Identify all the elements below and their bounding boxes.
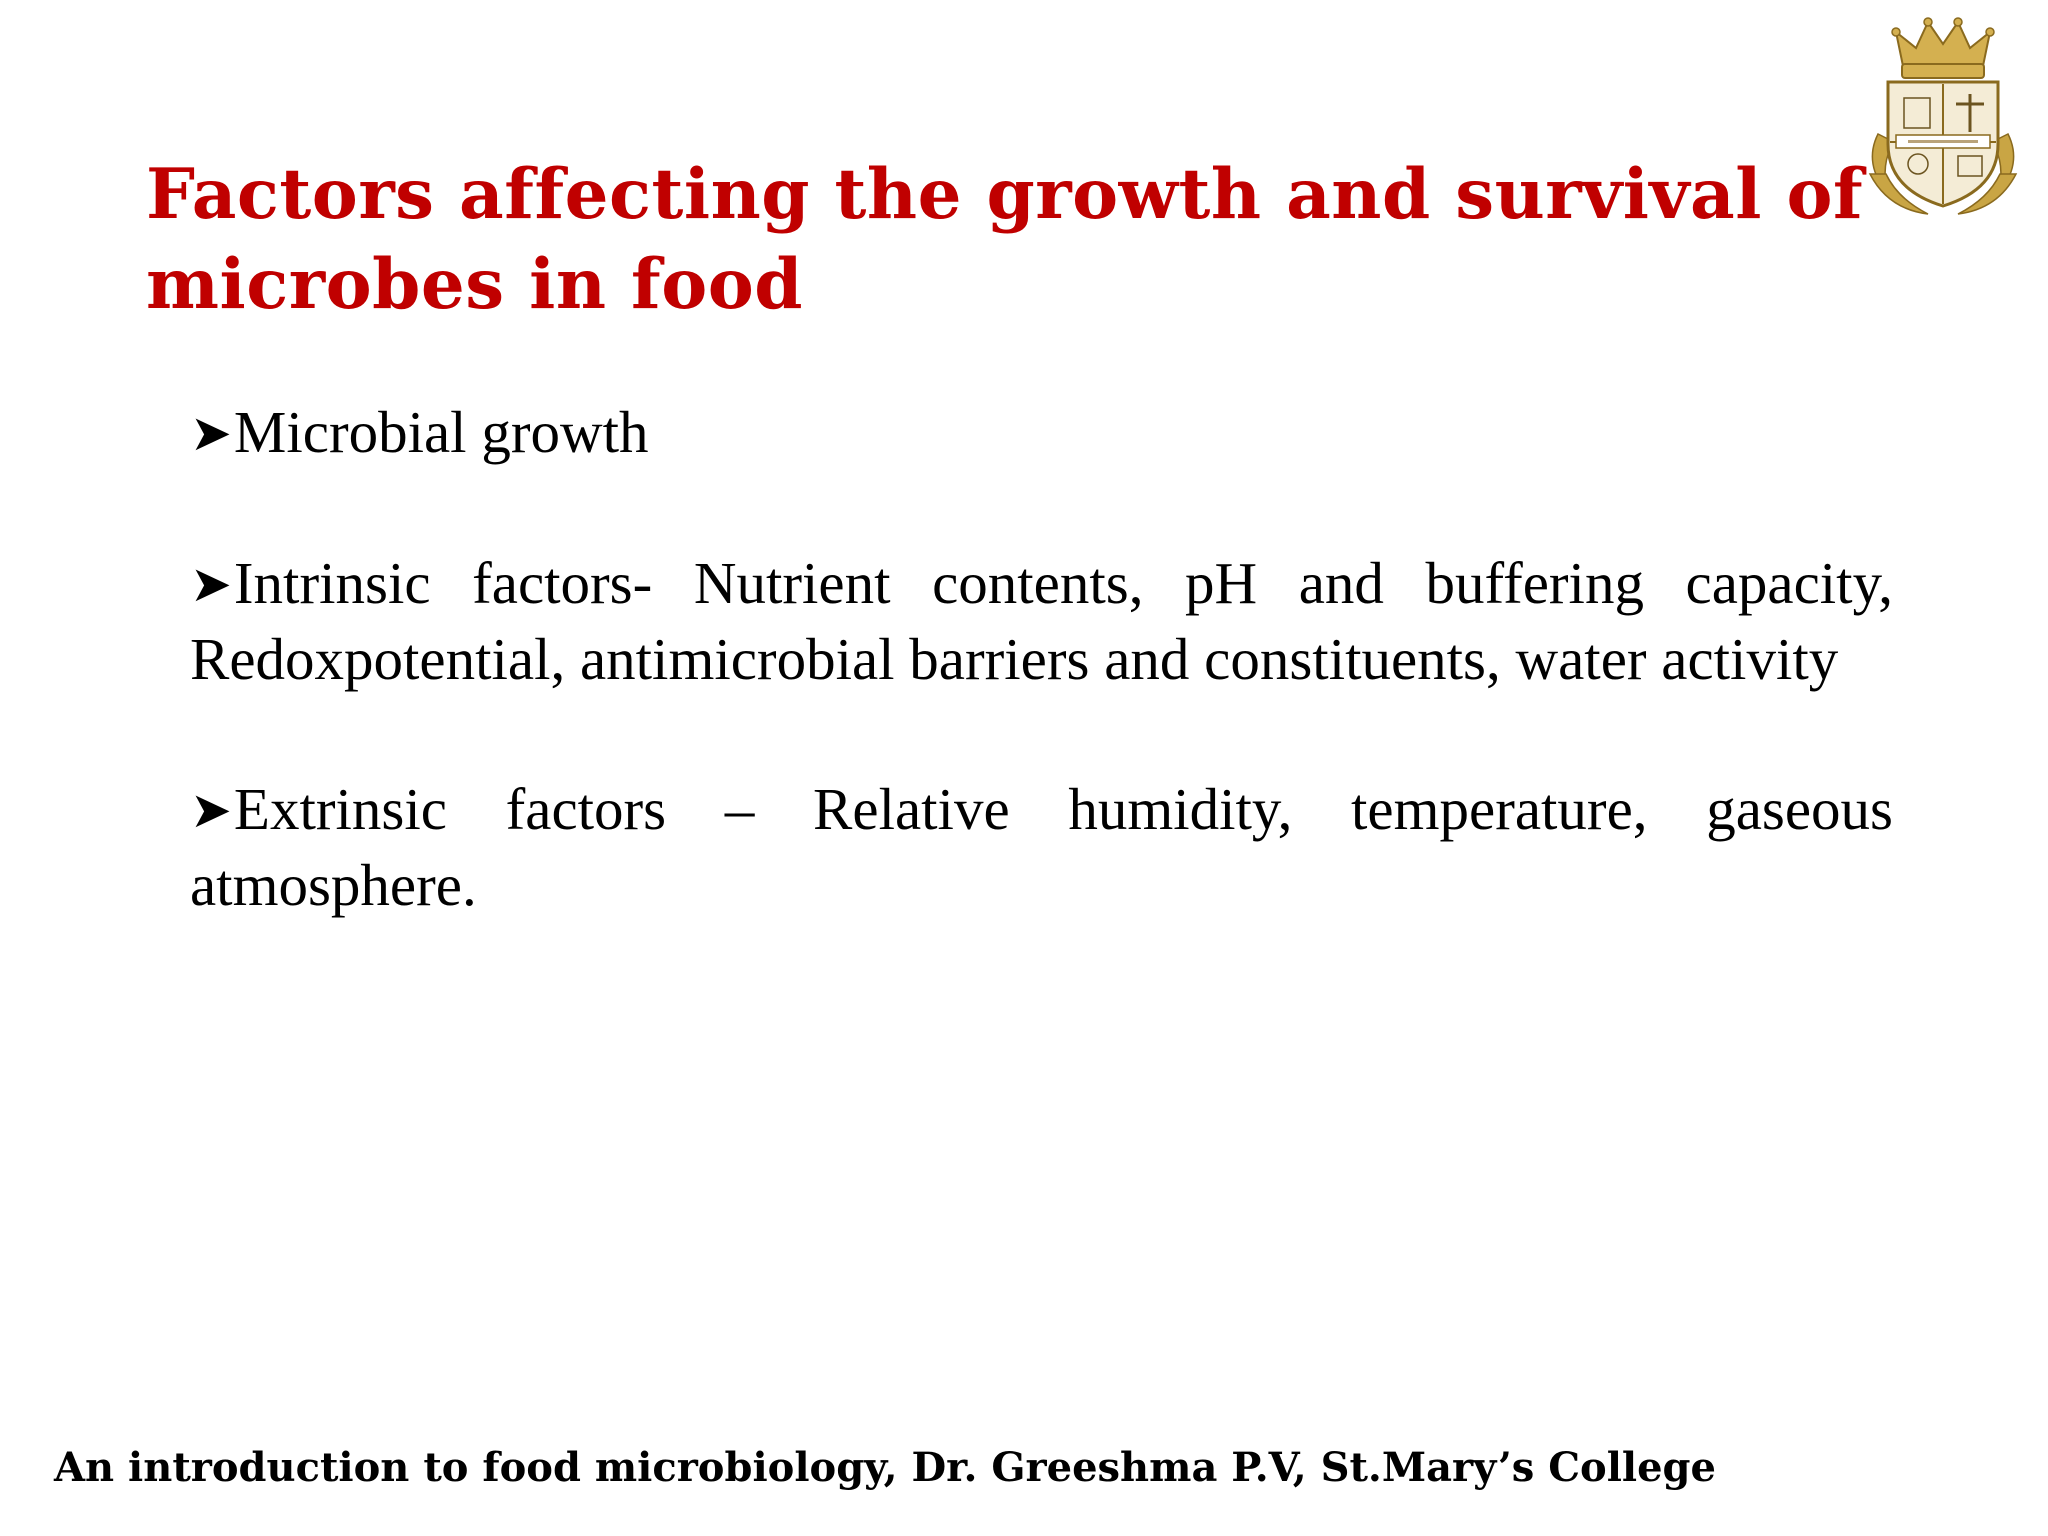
bullet-text: Intrinsic factors- Nutrient contents, pH and buffering capacity, Redoxpotential, antimicrobial barriers and constituents, water activity <box>190 550 1893 692</box>
slide-title: Factors affecting the growth and survival of microbes in food <box>146 154 1864 325</box>
arrow-bullet-icon: ➤ <box>190 405 232 461</box>
arrow-bullet-icon: ➤ <box>190 782 232 838</box>
bullet-item <box>190 395 1893 471</box>
bullet-item <box>190 546 1893 697</box>
footer-credit: An introduction to food microbiology, Dr. Greeshma P.V, St.Mary’s College <box>54 1444 1716 1491</box>
bullet-text: Extrinsic factors – Relative humidity, temperature, gaseous atmosphere. <box>190 776 1893 918</box>
arrow-bullet-icon: ➤ <box>190 556 232 612</box>
bullet-item <box>190 772 1893 923</box>
bullet-text: Microbial growth <box>233 399 649 465</box>
bullet-list <box>190 395 1893 923</box>
college-crest-icon <box>1858 14 2028 224</box>
